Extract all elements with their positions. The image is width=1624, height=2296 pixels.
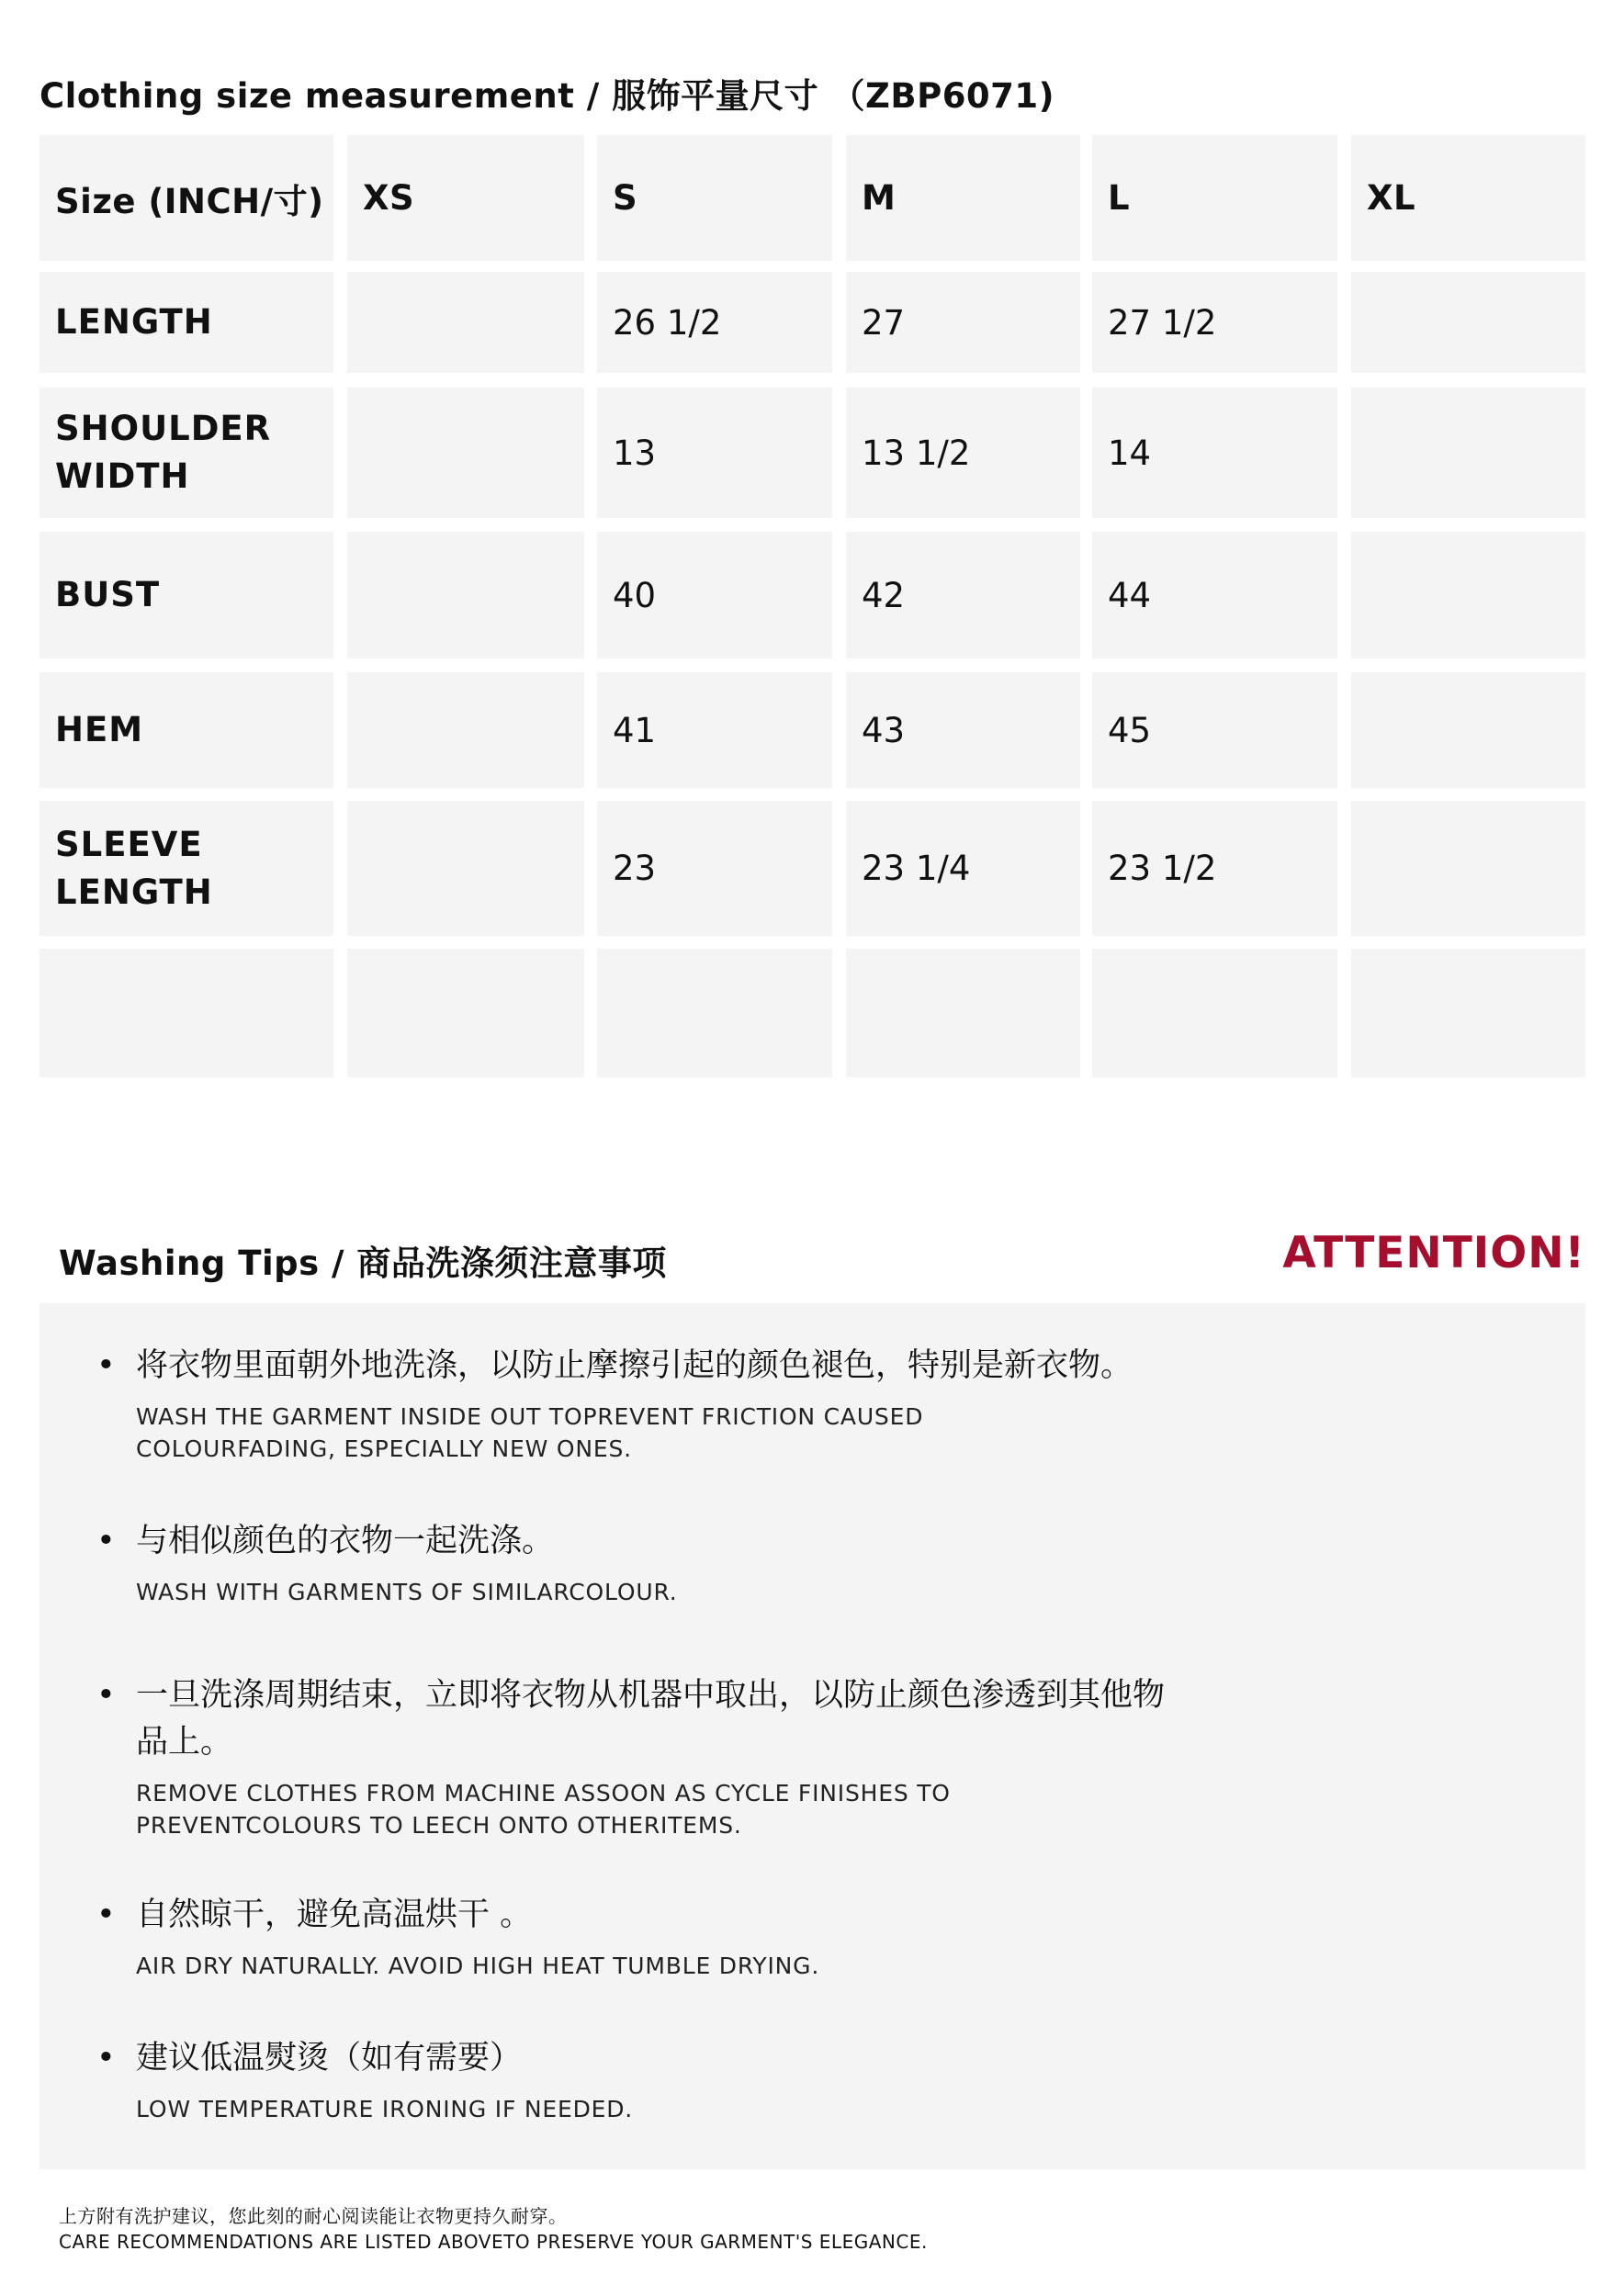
measurement-value: 43: [846, 672, 1080, 788]
measurement-label: BUST: [39, 532, 333, 658]
measurement-value: 13 1/2: [846, 388, 1080, 518]
measurement-label: SHOULDER WIDTH: [39, 388, 333, 518]
measurement-value: 26 1/2: [597, 272, 832, 373]
measurement-value: [347, 272, 584, 373]
washing-tip: [96, 1892, 1199, 1982]
measurement-value: 23 1/2: [1092, 801, 1337, 936]
bullet-icon: •: [96, 1677, 116, 1714]
measurement-value: [347, 949, 584, 1077]
measurement-value: [1351, 949, 1585, 1077]
washing-tip-zh: 与相似颜色的衣物一起洗涤。: [136, 1523, 555, 1559]
size-header-l: L: [1092, 135, 1337, 261]
washing-tip: [96, 1343, 1199, 1465]
washing-tips-panel: [39, 1303, 1585, 2169]
measurement-label: [39, 949, 333, 1077]
washing-tip-en: LOW TEMPERATURE IRONING IF NEEDED.: [136, 2096, 634, 2122]
measurement-value: 23: [597, 801, 832, 936]
measurement-value: [347, 532, 584, 658]
attention-label: ATTENTION!: [1282, 1228, 1585, 1278]
measurement-value: [347, 672, 584, 788]
size-header-xs: XS: [347, 135, 584, 261]
washing-tip-zh: 将衣物里面朝外地洗涤，以防止摩擦引起的颜色褪色，特别是新衣物。: [136, 1347, 1133, 1384]
footer-note-zh: 上方附有洗护建议，您此刻的耐心阅读能让衣物更持久耐穿。: [59, 2205, 568, 2227]
measurement-value: [1351, 532, 1585, 658]
measurement-value: 13: [597, 388, 832, 518]
washing-tip-en: WASH THE GARMENT INSIDE OUT TOPREVENT FRICTION CAUSED COLOURFADING, ESPECIALLY NEW ONES.: [136, 1403, 924, 1462]
washing-tip-zh: 自然晾干，避免高温烘干 。: [136, 1896, 533, 1933]
measurement-value: 45: [1092, 672, 1337, 788]
measurement-label: HEM: [39, 672, 333, 788]
measurement-value: [347, 801, 584, 936]
washing-tip-en: WASH WITH GARMENTS OF SIMILARCOLOUR.: [136, 1579, 678, 1605]
washing-tip-zh: 建议低温熨烫（如有需要）: [136, 2040, 523, 2077]
measurement-value: 41: [597, 672, 832, 788]
measurement-value: 27 1/2: [1092, 272, 1337, 373]
measurement-value: [1351, 272, 1585, 373]
washing-tip-en: REMOVE CLOTHES FROM MACHINE ASSOON AS CYCLE FINISHES TO PREVENTCOLOURS TO LEECH ONTO OTHERITEMS.: [136, 1780, 951, 1839]
measurement-label: LENGTH: [39, 272, 333, 373]
measurement-value: [1351, 388, 1585, 518]
measurement-value: [597, 949, 832, 1077]
footer-note-en: CARE RECOMMENDATIONS ARE LISTED ABOVETO PRESERVE YOUR GARMENT'S ELEGANCE.: [59, 2231, 928, 2253]
measurement-value: [1092, 949, 1337, 1077]
size-header-label: Size (INCH/寸): [39, 135, 333, 261]
measurement-label: SLEEVE LENGTH: [39, 801, 333, 936]
bullet-icon: •: [96, 1523, 116, 1559]
footer-note: [59, 2203, 928, 2255]
washing-tip: [96, 1672, 1199, 1841]
measurement-value: [846, 949, 1080, 1077]
measurement-value: 40: [597, 532, 832, 658]
size-header-s: S: [597, 135, 832, 261]
washing-tip: [96, 2035, 1199, 2125]
measurement-value: [1351, 672, 1585, 788]
measurement-value: [1351, 801, 1585, 936]
measurement-value: 42: [846, 532, 1080, 658]
measurement-value: 23 1/4: [846, 801, 1080, 936]
washing-tip: [96, 1518, 1199, 1608]
size-header-xl: XL: [1351, 135, 1585, 261]
measurement-value: [347, 388, 584, 518]
bullet-icon: •: [96, 1347, 116, 1384]
washing-tip-zh: 一旦洗涤周期结束，立即将衣物从机器中取出，以防止颜色渗透到其他物品上。: [136, 1677, 1166, 1761]
measurement-value: 14: [1092, 388, 1337, 518]
bullet-icon: •: [96, 1896, 116, 1933]
washing-tips-title: Washing Tips / 商品洗涤须注意事项: [59, 1244, 667, 1283]
size-header-m: M: [846, 135, 1080, 261]
bullet-icon: •: [96, 2040, 116, 2077]
size-chart-title: Clothing size measurement / 服饰平量尺寸 （ZBP6071): [39, 76, 1055, 116]
measurement-value: 27: [846, 272, 1080, 373]
measurement-value: 44: [1092, 532, 1337, 658]
washing-tip-en: AIR DRY NATURALLY. AVOID HIGH HEAT TUMBLE DRYING.: [136, 1953, 820, 1979]
